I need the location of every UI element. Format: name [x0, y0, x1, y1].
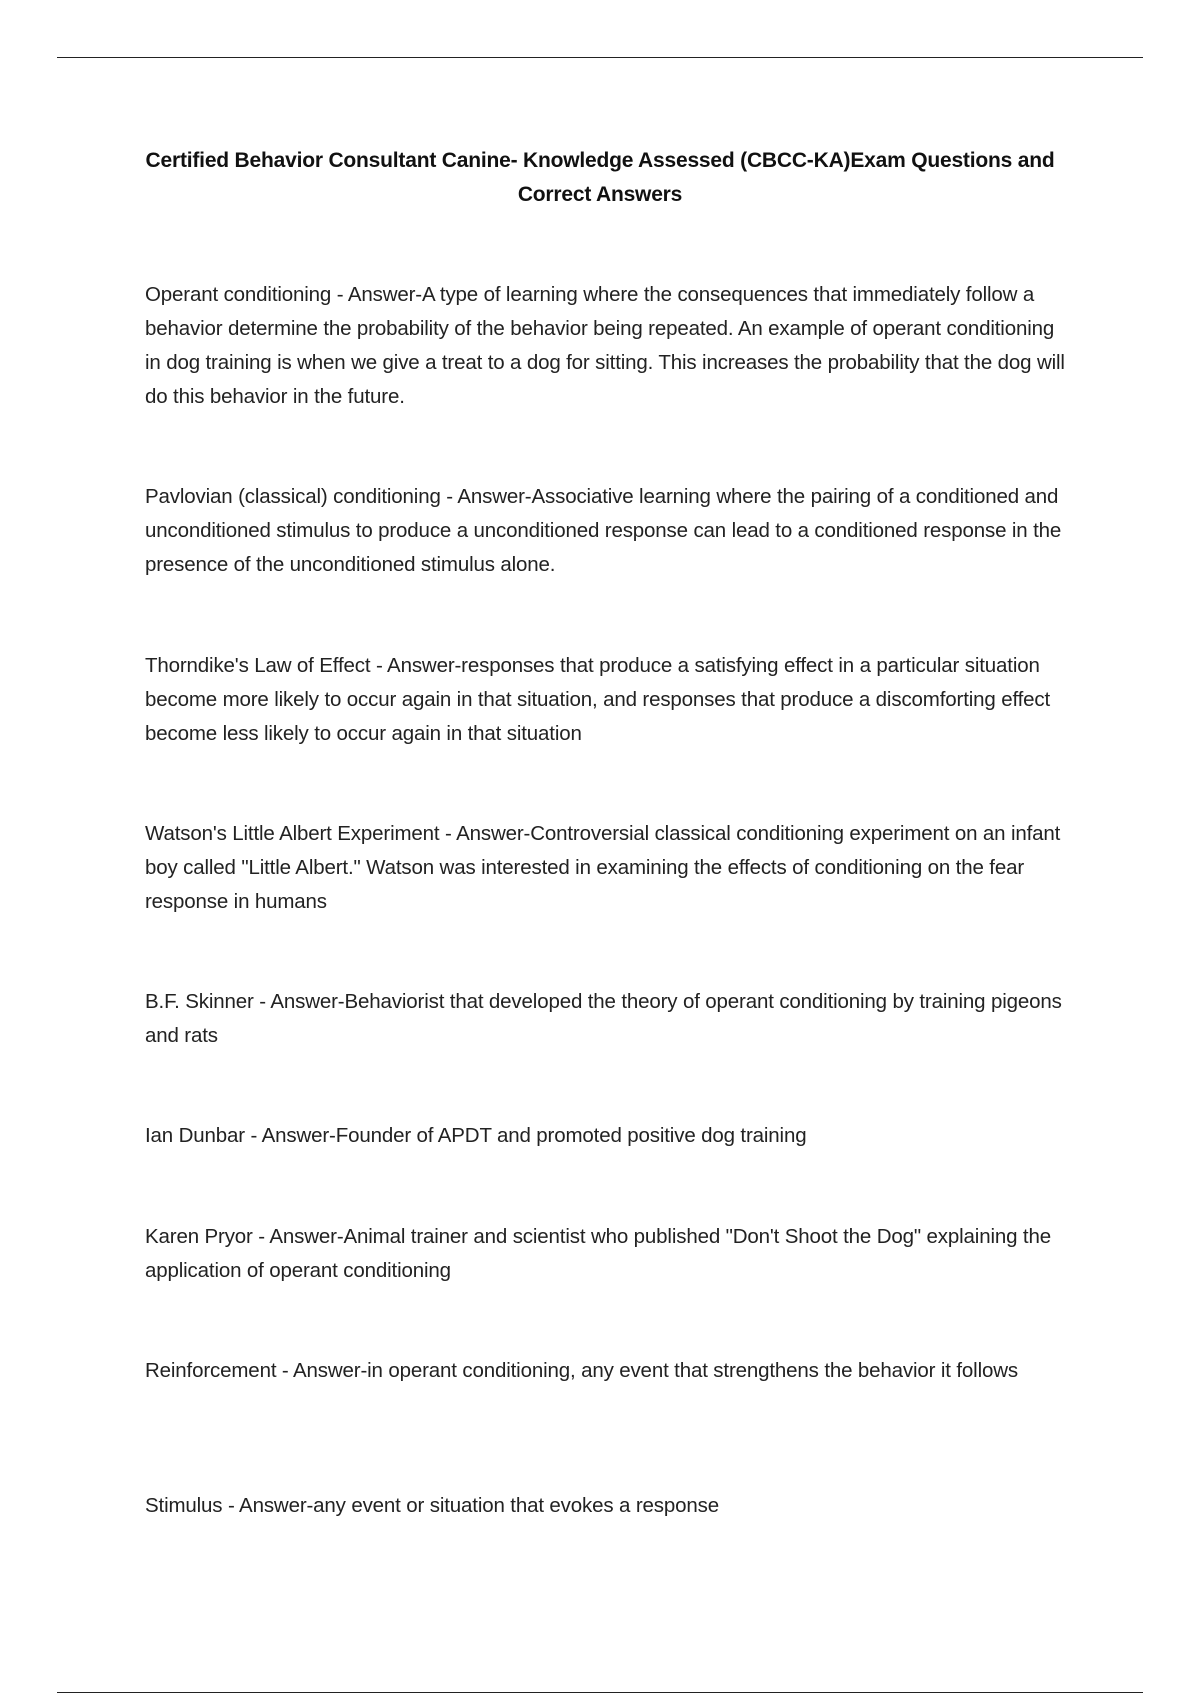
entry-watson-little-albert: Watson's Little Albert Experiment - Answer-Controversial classical conditioning experiment on an infant boy called "Little Albert." Watson was interested in examining the effects of conditioning on the fear response in humans — [145, 822, 1061, 913]
document-title — [130, 144, 1070, 212]
footer-rule — [57, 1692, 1143, 1693]
entry-thorndike-law-of-effect: Thorndike's Law of Effect - Answer-responses that produce a satisfying effect in a particular situation become more likely to occur again in that situation, and responses that produce a discomforting effect become less likely to occur again in that situation — [145, 654, 1051, 745]
title-line-1: Certified Behavior Consultant Canine- Knowledge Assessed (CBCC-KA)Exam Questions and — [145, 149, 1055, 172]
entry-ian-dunbar: Ian Dunbar - Answer-Founder of APDT and promoted positive dog training — [145, 1124, 807, 1147]
entry-stimulus: Stimulus - Answer-any event or situation that evokes a response — [145, 1494, 719, 1517]
entry-pavlovian-conditioning: Pavlovian (classical) conditioning - Answer-Associative learning where the pairing of a conditioned and unconditioned stimulus to produce a unconditioned response can lead to a conditioned response in the presence of the unconditioned stimulus alone. — [145, 485, 1062, 576]
title-line-2: Correct Answers — [517, 183, 683, 206]
entry-reinforcement: Reinforcement - Answer-in operant conditioning, any event that strengthens the behavior it follows — [145, 1359, 1018, 1382]
entry-operant-conditioning: Operant conditioning - Answer-A type of learning where the consequences that immediately follow a behavior determine the probability of the behavior being repeated. An example of operant conditioning in dog training is when we give a treat to a dog for sitting. This increases the probability that the dog will do this behavior in the future. — [145, 283, 1065, 408]
header-rule — [57, 57, 1143, 58]
entry-karen-pryor: Karen Pryor - Answer-Animal trainer and scientist who published "Don't Shoot the Dog" explaining the application of operant conditioning — [145, 1225, 1051, 1282]
entry-bf-skinner: B.F. Skinner - Answer-Behaviorist that developed the theory of operant conditioning by training pigeons and rats — [145, 990, 1062, 1047]
